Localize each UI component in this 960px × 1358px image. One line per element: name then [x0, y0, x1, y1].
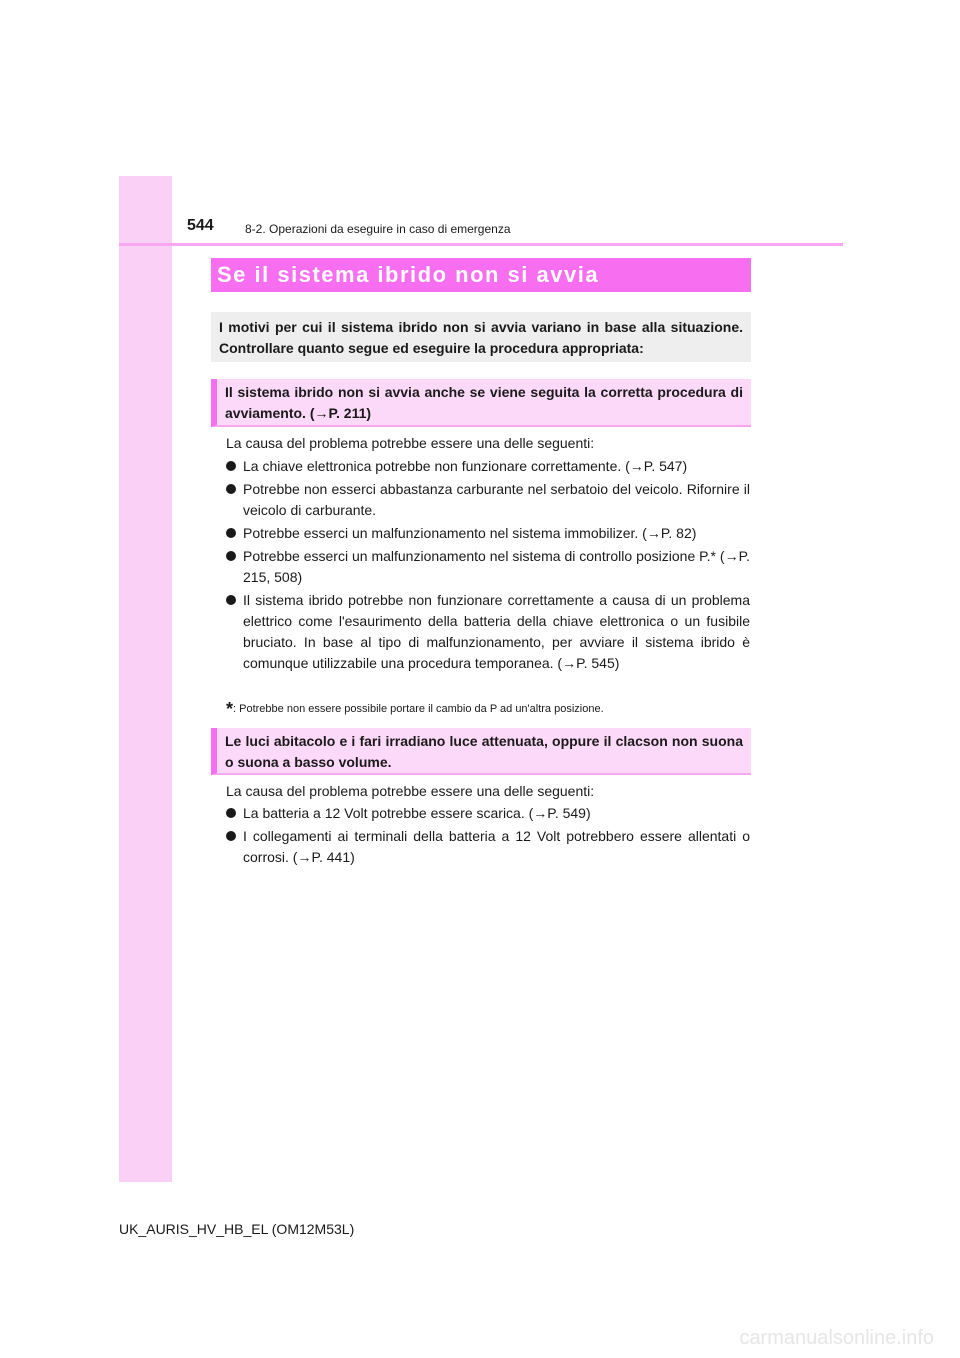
footnote-mark: * — [226, 699, 234, 719]
footnote — [226, 699, 604, 720]
bullet-icon — [226, 461, 236, 471]
bullet-icon — [226, 528, 236, 538]
list-item: Il sistema ibrido potrebbe non funzionare correttamente a causa di un problema elettrico come l'esaurimento della batteria della chiave elettronica o un fusibile bruciato. In base al tipo di malfunzionamento, per avviare il sistema ibrido è comunque utilizzabile una procedura temporanea. (→P. 545) — [226, 590, 750, 674]
section-label: 8-2. Operazioni da eseguire in caso di emergenza — [245, 222, 511, 236]
section1-lead: La causa del problema potrebbe essere una delle seguenti: — [226, 435, 595, 451]
section2-list — [226, 803, 750, 870]
list-item: I collegamenti ai terminali della batteria a 12 Volt potrebbero essere allentati o corrosi. (→P. 441) — [226, 826, 750, 868]
watermark: carmanualsonline.info — [739, 1327, 934, 1349]
bullet-icon — [226, 484, 236, 494]
section2-lead: La causa del problema potrebbe essere una delle seguenti: — [226, 783, 595, 799]
subheading-2: Le luci abitacolo e i fari irradiano luce attenuata, oppure il clacson non suona o suona a basso volume. — [211, 728, 751, 775]
list-item: Potrebbe esserci un malfunzionamento nel sistema di controllo posizione P.* (→P. 215, 508) — [226, 546, 750, 588]
bullet-icon — [226, 595, 236, 605]
subheading-1: Il sistema ibrido non si avvia anche se viene seguita la corretta procedura di avviamento. (→P. 211) — [211, 379, 751, 427]
bullet-icon — [226, 808, 236, 818]
list-item: La chiave elettronica potrebbe non funzionare correttamente. (→P. 547) — [226, 456, 750, 477]
list-item: Potrebbe esserci un malfunzionamento nel sistema immobilizer. (→P. 82) — [226, 523, 750, 544]
page-title: Se il sistema ibrido non si avvia — [211, 258, 751, 292]
bullet-icon — [226, 551, 236, 561]
bullet-icon — [226, 831, 236, 841]
page-number: 544 — [187, 217, 214, 234]
document-code: UK_AURIS_HV_HB_EL (OM12M53L) — [119, 1221, 355, 1237]
intro-box: I motivi per cui il sistema ibrido non si avvia variano in base alla situazione. Controllare quanto segue ed eseguire la procedura appropriata: — [211, 312, 751, 362]
footnote-text: : Potrebbe non essere possibile portare il cambio da P ad un'altra posizione. — [233, 703, 604, 715]
list-item: Potrebbe non esserci abbastanza carburante nel serbatoio del veicolo. Rifornire il veicolo di carburante. — [226, 479, 750, 521]
side-tab-band — [119, 176, 172, 1182]
header-divider — [119, 243, 843, 246]
section1-list — [226, 456, 750, 676]
list-item: La batteria a 12 Volt potrebbe essere scarica. (→P. 549) — [226, 803, 750, 824]
